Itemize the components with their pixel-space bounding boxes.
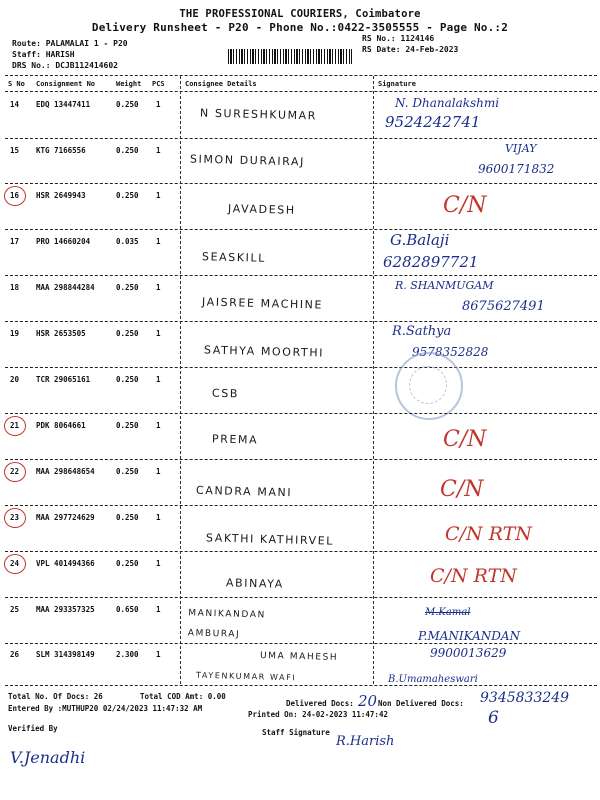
row-pcs: 1 — [156, 605, 161, 614]
row-consignment: MAA 293357325 — [36, 605, 95, 614]
row-weight: 0.250 — [116, 513, 139, 522]
row-consignment: SLM 314398149 — [36, 650, 95, 659]
row-pcs: 1 — [156, 146, 161, 155]
table-row — [0, 231, 600, 276]
route-label: Route: PALAMALAI 1 - P20 — [12, 39, 128, 48]
row-pcs: 1 — [156, 421, 161, 430]
col-sno: S No — [8, 80, 25, 88]
row-pcs: 1 — [156, 467, 161, 476]
table-row — [0, 369, 600, 414]
row-sno: 25 — [10, 605, 20, 614]
non-delivered-value: 6 — [488, 708, 499, 728]
row-weight: 0.250 — [116, 283, 139, 292]
row-weight: 0.250 — [116, 329, 139, 338]
row-weight: 0.250 — [116, 375, 139, 384]
row-sno: 20 — [10, 375, 20, 384]
table-row — [0, 507, 600, 552]
delivered-docs-label: Delivered Docs: — [286, 699, 354, 708]
row-phone: 9900013629 — [430, 646, 507, 660]
row-sno: 19 — [10, 329, 20, 338]
divider — [5, 367, 597, 368]
divider — [5, 91, 597, 92]
divider — [5, 321, 597, 322]
col-consignee: Consignee Details — [185, 80, 257, 88]
row-consignee: MANIKANDAN AMBURAJ — [187, 608, 266, 640]
row-signature: C/N — [443, 193, 487, 218]
divider — [5, 229, 597, 230]
verifier-signature: V.Jenadhi — [10, 748, 86, 767]
row-consignment: MAA 298844284 — [36, 283, 95, 292]
row-signature: R.Sathya — [392, 324, 452, 339]
row-consignment: KTG 7166556 — [36, 146, 86, 155]
row-phone: 9578352828 — [412, 345, 489, 359]
staff-signature: R.Harish — [336, 734, 395, 749]
divider — [5, 183, 597, 184]
row-consignment: VPL 401494366 — [36, 559, 95, 568]
row-phone: 9600171832 — [478, 162, 555, 176]
col-weight: Weight — [116, 80, 142, 88]
col-consignment: Consignment No — [36, 80, 96, 88]
phone-note: 9345833249 — [480, 690, 570, 706]
staff-signature-label: Staff Signature — [262, 728, 330, 737]
row-consignment: PDK 8064661 — [36, 421, 86, 430]
row-weight: 0.250 — [116, 559, 139, 568]
row-weight: 0.250 — [116, 421, 139, 430]
row-signature: C/N — [440, 477, 484, 502]
row-pcs: 1 — [156, 513, 161, 522]
table-row — [0, 94, 600, 139]
row-consignee: UMA MAHESH — [259, 650, 339, 664]
row-sno: 16 — [10, 191, 20, 200]
row-pcs: 1 — [156, 191, 161, 200]
divider — [5, 505, 597, 506]
row-signature: P.MANIKANDAN — [418, 629, 521, 643]
row-pcs: 1 — [156, 283, 161, 292]
row-signature: N. Dhanalakshmi — [395, 96, 500, 110]
delivered-docs-value: 20 — [358, 692, 378, 710]
row-signature: C/N — [443, 427, 487, 452]
divider — [5, 459, 597, 460]
row-signature: C/N RTN — [445, 523, 532, 545]
divider — [5, 275, 597, 276]
drs-label: DRS No.: DCJB112414602 — [12, 61, 118, 70]
row-sno: 22 — [10, 467, 20, 476]
row-weight: 0.035 — [116, 237, 139, 246]
row-sno: 24 — [10, 559, 20, 568]
row-sno: 17 — [10, 237, 20, 246]
staff-label: Staff: HARISH — [12, 50, 75, 59]
row-pcs: 1 — [156, 329, 161, 338]
table-row — [0, 185, 600, 230]
row-signature: G.Balaji — [390, 231, 450, 249]
row-weight: 2.300 — [116, 650, 139, 659]
row-phone: 6282897721 — [383, 253, 479, 271]
rs-date: RS Date: 24-Feb-2023 — [362, 45, 459, 54]
divider — [5, 685, 597, 686]
row-signature: R. SHANMUGAM — [395, 279, 494, 292]
row-consignment: MAA 297724629 — [36, 513, 95, 522]
row-signature: VIJAY — [505, 142, 537, 155]
divider — [5, 597, 597, 598]
verified-by: Verified By — [8, 724, 58, 733]
barcode — [228, 49, 352, 64]
row-weight: 0.250 — [116, 191, 139, 200]
col-pcs: PCS — [152, 80, 165, 88]
runsheet-title: Delivery Runsheet - P20 - Phone No.:0422-3505555 - Page No.:2 — [91, 21, 509, 34]
divider — [5, 75, 597, 76]
row-phone: 9524242741 — [385, 113, 481, 131]
row-consignee: PREMA — [211, 432, 259, 447]
row-pcs: 1 — [156, 100, 161, 109]
row-consignee: SIMON DURAIRAJ — [189, 152, 306, 169]
row-consignee: CSB — [211, 386, 240, 401]
row-sno: 23 — [10, 513, 20, 522]
table-row — [0, 323, 600, 368]
table-row — [0, 599, 600, 644]
row-consignee: ABINAYA — [225, 576, 284, 591]
row-sno: 18 — [10, 283, 20, 292]
row-signature: C/N RTN — [430, 565, 517, 587]
row-consignment: TCR 29065161 — [36, 375, 91, 384]
row-consignee: N SURESHKUMAR — [199, 106, 318, 123]
row-consignee: JAISREE MACHINE — [201, 295, 324, 312]
row-consignee: JAVADESH — [227, 202, 296, 217]
row-consignment: MAA 298648654 — [36, 467, 95, 476]
row-pcs: 1 — [156, 650, 161, 659]
courier-stamp — [395, 352, 463, 420]
table-row — [0, 644, 600, 689]
row-sno: 15 — [10, 146, 20, 155]
rs-number: RS No.: 1124146 — [362, 34, 435, 43]
row-consignment: PRO 14660204 — [36, 237, 91, 246]
total-docs: Total No. Of Docs: 26 — [8, 692, 103, 701]
row-weight: 0.250 — [116, 146, 139, 155]
row-consignee: SATHYA MOORTHI — [203, 343, 325, 360]
table-row — [0, 277, 600, 322]
row-consignee-note: TAYENKUMAR WAFI — [195, 670, 297, 683]
row-pcs: 1 — [156, 237, 161, 246]
row-consignee: CANDRA MANI — [195, 483, 293, 500]
row-consignment: HSR 2649943 — [36, 191, 86, 200]
entered-by: Entered By :MUTHUP20 02/24/2023 11:47:32 AM — [8, 704, 203, 713]
table-row — [0, 553, 600, 598]
row-initial: M.Kamal — [425, 607, 471, 618]
company-title: THE PROFESSIONAL COURIERS, Coimbatore — [179, 8, 421, 20]
table-row — [0, 415, 600, 460]
row-pcs: 1 — [156, 559, 161, 568]
row-consignment: HSR 2653505 — [36, 329, 86, 338]
printed-on: Printed On: 24-02-2023 11:47:42 — [248, 710, 388, 719]
cod-amount: Total COD Amt: 0.00 — [140, 692, 226, 701]
row-consignee: SAKTHI KATHIRVEL — [205, 531, 335, 548]
row-signature: B.Umamaheswari — [388, 674, 478, 685]
col-signature: Signature — [378, 80, 416, 88]
row-phone: 8675627491 — [462, 299, 545, 314]
divider — [5, 551, 597, 552]
table-row — [0, 140, 600, 185]
divider — [5, 138, 597, 139]
row-consignment: EDQ 13447411 — [36, 100, 91, 109]
row-sno: 26 — [10, 650, 20, 659]
row-weight: 0.250 — [116, 467, 139, 476]
table-row — [0, 461, 600, 506]
divider — [5, 413, 597, 414]
row-weight: 0.650 — [116, 605, 139, 614]
row-weight: 0.250 — [116, 100, 139, 109]
row-pcs: 1 — [156, 375, 161, 384]
non-delivered-label: Non Delivered Docs: — [378, 699, 464, 708]
row-consignee: SEASKILL — [201, 250, 267, 265]
row-sno: 14 — [10, 100, 20, 109]
row-sno: 21 — [10, 421, 20, 430]
